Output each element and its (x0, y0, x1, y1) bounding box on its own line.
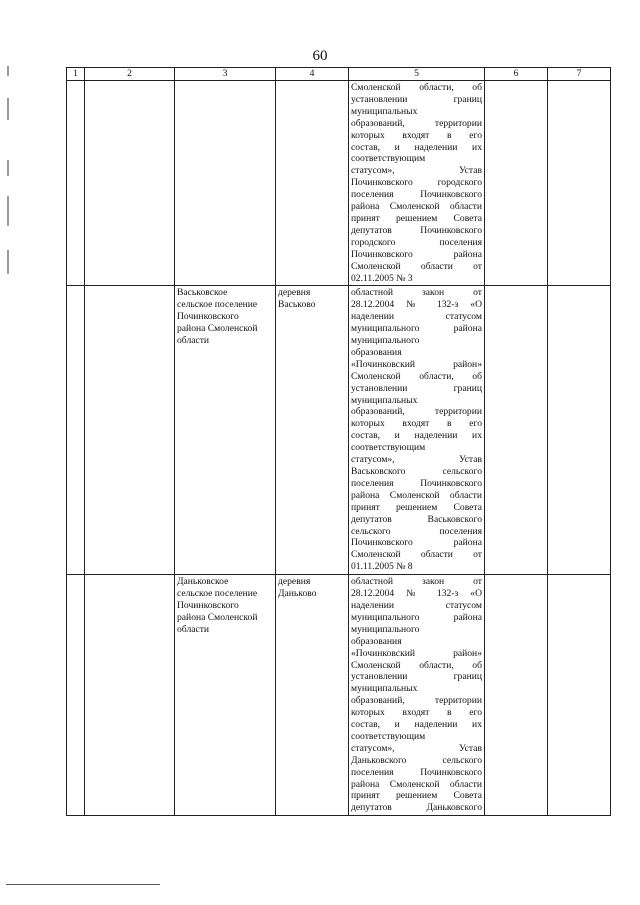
cell-line: установлении границ (351, 671, 482, 683)
cell-line: Васьково (278, 299, 316, 311)
scan-margin-mark (7, 250, 9, 274)
row1-col1 (67, 81, 85, 286)
cell-line: образований, территории (351, 117, 482, 129)
cell-line: муниципальных (351, 683, 418, 695)
cell-line: Васьковского сельского (351, 466, 482, 477)
row3-settlement (175, 575, 276, 816)
cell-line: образования (351, 346, 402, 358)
row1-col2 (85, 81, 175, 286)
row2-col1 (67, 286, 85, 575)
cell-line: муниципальных (351, 394, 418, 406)
cell-line: муниципальных (351, 105, 418, 117)
page-number: 60 (312, 48, 328, 64)
cell-line: «Починковский район» (351, 358, 482, 370)
table-row (67, 575, 611, 816)
table-row (67, 286, 611, 575)
cell-line: района Смоленской области (351, 489, 482, 501)
cell-line: сельское поселение (177, 588, 258, 600)
cell-line: соответствующим (351, 730, 426, 742)
row1-legal-basis (349, 81, 485, 286)
cell-line: «Починковский район» (351, 647, 482, 659)
cell-line: Починковского (177, 599, 239, 611)
cell-line: депутатов Васьковского (351, 513, 482, 525)
row1-col7 (548, 81, 611, 286)
header-col-6: 6 (485, 68, 548, 81)
cell-line: деревня (278, 576, 311, 588)
cell-line: 02.11.2005 № 3 (351, 272, 413, 284)
row1-col6 (485, 81, 548, 286)
cell-line: состав, и наделении их (351, 430, 482, 442)
cell-line: образования (351, 635, 402, 647)
cell-line: сельского поселения (351, 525, 482, 537)
cell-line: области (177, 623, 210, 635)
cell-line: Починковского городского (351, 177, 482, 189)
cell-line: муниципального района (351, 611, 482, 623)
cell-line: Даньковское (177, 576, 229, 588)
row3-col6 (485, 575, 548, 816)
cell-line: сельское поселение (177, 299, 258, 311)
row3-center (276, 575, 349, 816)
cell-line: статусом», Устав (351, 454, 482, 466)
row1-settlement (175, 81, 276, 286)
cell-line: деревня (278, 287, 311, 299)
cell-line: принят решением Совета (351, 501, 482, 513)
cell-line: установлении границ (351, 382, 482, 394)
cell-line: района Смоленской (177, 611, 258, 623)
cell-line: Починковского (177, 311, 239, 323)
cell-line: поселения Починковского (351, 477, 482, 489)
cell-line: городского поселения (351, 236, 482, 248)
cell-line: статусом», Устав (351, 165, 482, 177)
cell-line: которых входят в его (351, 707, 482, 719)
cell-line: состав, и наделении их (351, 719, 482, 731)
table-row (67, 81, 611, 286)
cell-line: области (177, 335, 210, 347)
row2-settlement (175, 286, 276, 575)
cell-line: соответствующим (351, 153, 426, 165)
cell-line: которых входят в его (351, 418, 482, 430)
footnote-separator (6, 884, 160, 885)
cell-line: наделении статусом (351, 599, 482, 611)
cell-line: Васьковское (177, 287, 228, 299)
cell-line: Смоленской области от (351, 549, 482, 561)
cell-line: соответствующим (351, 442, 426, 454)
cell-line: установлении границ (351, 93, 482, 105)
cell-line: муниципального (351, 335, 420, 347)
cell-line: поселения Починковского (351, 766, 482, 778)
header-col-4: 4 (276, 68, 349, 81)
row3-col2 (85, 575, 175, 816)
header-col-5: 5 (349, 68, 485, 81)
row3-col7 (548, 575, 611, 816)
header-col-3: 3 (175, 68, 276, 81)
cell-line: района Смоленской области (351, 778, 482, 790)
cell-line: района Смоленской области (351, 201, 482, 213)
cell-line: Починковского района (351, 537, 482, 549)
cell-line: образований, территории (351, 406, 482, 418)
cell-line: муниципального района (351, 323, 482, 335)
scan-margin-mark (7, 160, 9, 176)
cell-line: областной закон от (351, 287, 482, 299)
header-col-1: 1 (67, 68, 85, 81)
cell-line: принят решением Совета (351, 790, 482, 802)
cell-line: 01.11.2005 № 8 (351, 561, 413, 573)
cell-line: которых входят в его (351, 129, 482, 141)
municipal-table (66, 67, 611, 816)
header-row (67, 68, 611, 81)
row2-legal-basis (349, 286, 485, 575)
cell-line: 28.12.2004 № 132-з «О (351, 588, 482, 600)
header-col-7: 7 (548, 68, 611, 81)
row3-legal-basis (349, 575, 485, 816)
cell-line: депутатов Починковского (351, 224, 482, 236)
cell-line: Смоленской области от (351, 260, 482, 272)
row2-center (276, 286, 349, 575)
cell-line: Починковского района (351, 248, 482, 260)
cell-line: Смоленской области, об (351, 659, 482, 671)
cell-line: наделении статусом (351, 311, 482, 323)
cell-line: образований, территории (351, 695, 482, 707)
cell-line: статусом», Устав (351, 742, 482, 754)
row3-col1 (67, 575, 85, 816)
cell-line: Даньково (278, 588, 317, 600)
cell-line: принят решением Совета (351, 212, 482, 224)
scan-margin-mark (7, 98, 9, 120)
cell-line: поселения Починковского (351, 189, 482, 201)
cell-line: Смоленской области, об (351, 370, 482, 382)
row2-col7 (548, 286, 611, 575)
row2-col2 (85, 286, 175, 575)
scan-margin-mark (7, 66, 9, 76)
cell-line: состав, и наделении их (351, 141, 482, 153)
scan-margin-mark (7, 196, 9, 226)
cell-line: Смоленской области, об (351, 82, 482, 93)
row2-col6 (485, 286, 548, 575)
cell-line: областной закон от (351, 576, 482, 588)
cell-line: муниципального (351, 623, 420, 635)
cell-line: района Смоленской (177, 323, 258, 335)
cell-line: депутатов Даньковского (351, 802, 482, 814)
header-col-2: 2 (85, 68, 175, 81)
cell-line: 28.12.2004 № 132-з «О (351, 299, 482, 311)
row1-center (276, 81, 349, 286)
cell-line: Даньковского сельского (351, 754, 482, 766)
